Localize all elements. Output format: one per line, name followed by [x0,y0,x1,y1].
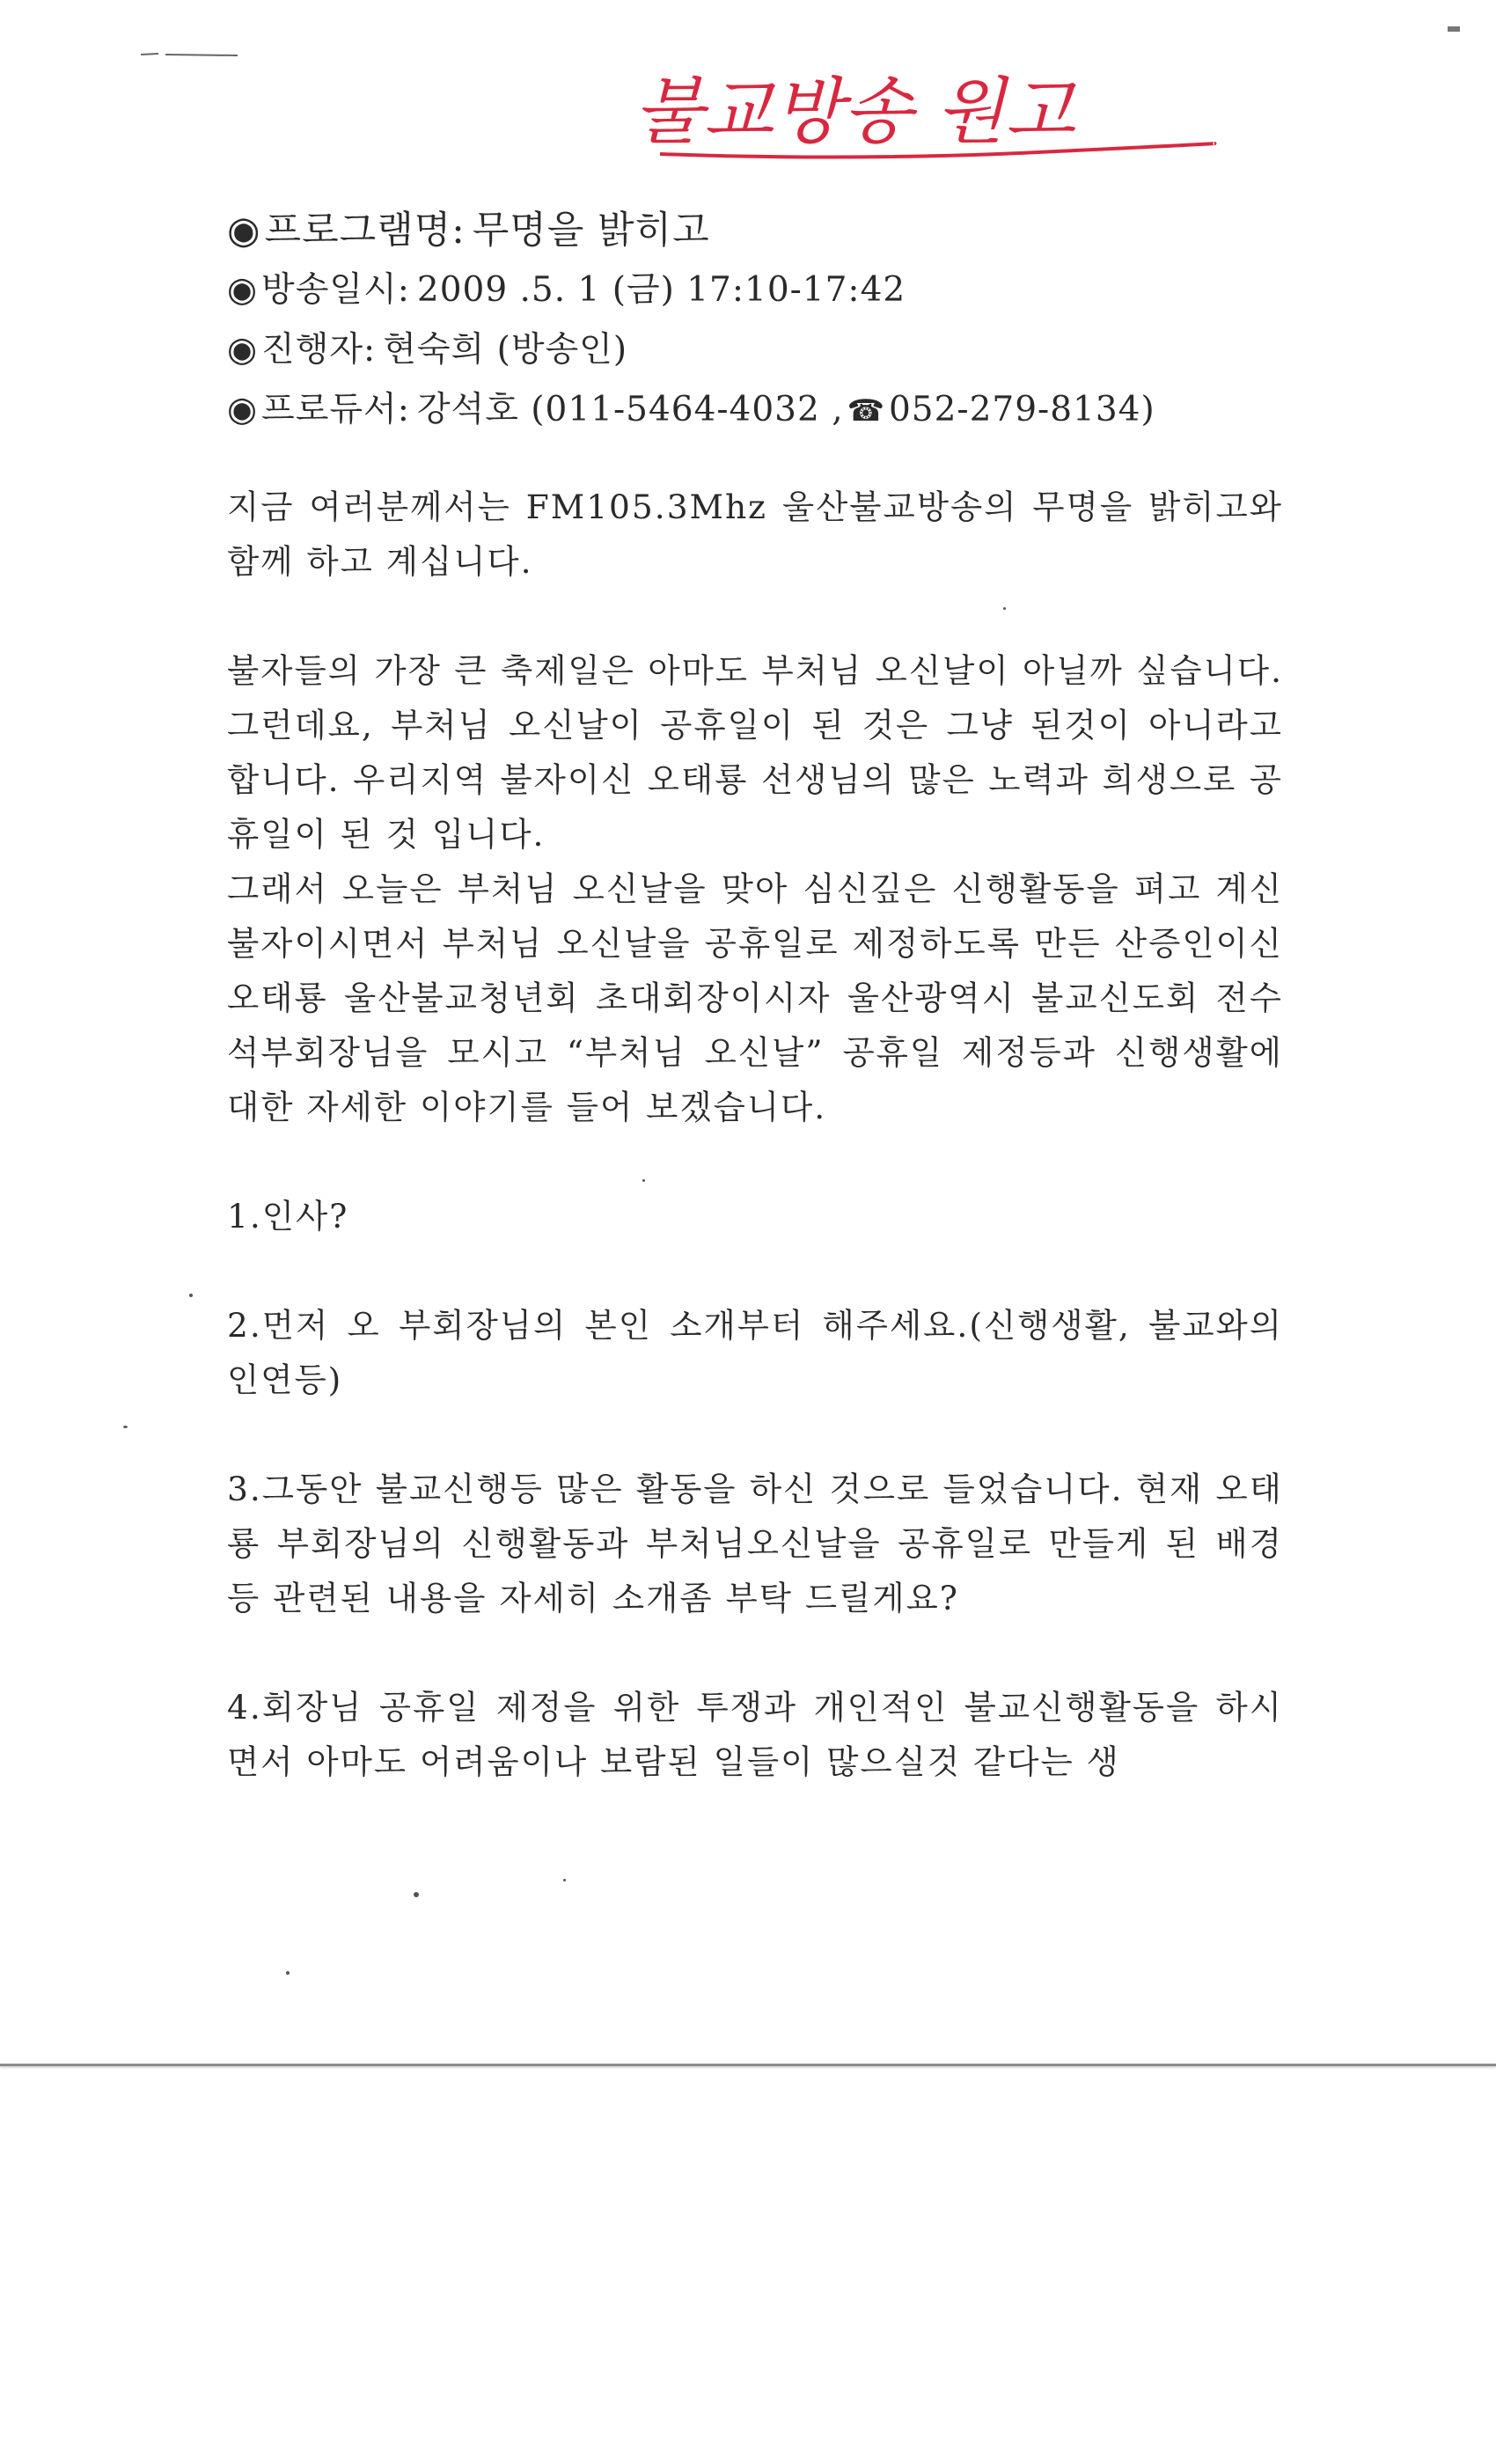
host-line [227,320,1327,380]
broadcast-date-label: 방송일시: [261,270,410,310]
bullet-icon: ◉ [227,390,259,429]
scan-speck [642,1179,645,1182]
handwritten-note [634,48,1232,172]
scan-speck [123,1426,128,1428]
scan-mark [141,44,238,49]
program-name-line [227,201,1327,260]
producer-label: 프로듀서: [261,390,410,429]
question-3: 3.그동안 불교신행등 많은 활동을 하신 것으로 들었습니다. 현재 오태룡 부회장님의 신행활동과 부처님오신날을 공휴일로 만들게 된 배경등 관련된 내용을 자세히 소개좀 부탁 드릴게요? [227,1470,1283,1617]
question-2: 2.먼저 오 부회장님의 본인 소개부터 해주세요.(신행생활, 불교와의 인연등) [227,1306,1283,1399]
host-value: 현숙희 (방송인) [383,330,628,370]
scan-speck [563,1879,566,1881]
intro-paragraph: 지금 여러분께서는 FM105.3Mhz 울산불교방송의 무명을 밝히고와 함께 하고 계십니다. [227,488,1283,581]
scan-speck [1003,607,1006,610]
scan-speck [286,1971,290,1975]
host-label: 진행자: [261,330,377,370]
handwritten-note-text: 불교방송 원고 [634,70,1075,154]
producer-line [227,380,1327,440]
producer-phone: 052-279-8134) [888,390,1155,429]
scan-speck [189,1294,193,1297]
broadcast-date-line [227,260,1327,320]
body-paragraph-1: 불자들의 가장 큰 축제일은 아마도 부처님 오신날이 아닐까 싶습니다. 그런데요, 부처님 오신날이 공휴일이 된 것은 그냥 된것이 아니라고 합니다. 우리지역 불자이신 오태룡 선생님의 많은 노력과 희생으로 공휴일이 된 것 입니다. [227,651,1283,854]
program-header [227,201,1327,440]
script-body [227,480,1283,1844]
scan-edge-mark [1448,26,1460,32]
body-paragraph-2: 그래서 오늘은 부처님 오신날을 맞아 심신깊은 신행활동을 펴고 계신 불자이시면서 부처님 오신날을 공휴일로 제정하도록 만든 산증인이신 오태룡 울산불교청년회 초대회장이시자 울산광역시 불교신도회 전수석부회장님을 모시고 “부처님 오신날” 공휴일 제정등과 신행생활에 대한 자세한 이야기를 들어 보겠습니다. [227,869,1283,1126]
program-name-value: 무명을 밝히고 [472,209,710,253]
question-4: 4.회장님 공휴일 제정을 위한 투쟁과 개인적인 불교신행활동을 하시면서 아마도 어려움이나 보람된 일들이 많으실것 같다는 생 [227,1688,1283,1781]
program-name-label: 프로그램명: [264,209,466,253]
bullet-icon: ◉ [227,330,259,370]
telephone-icon: ☎ [847,393,885,429]
bullet-icon: ◉ [227,209,261,253]
producer-value: 강석호 (011-5464-4032 , [416,390,844,429]
scan-speck [414,1892,419,1897]
broadcast-date-value: 2009 .5. 1 (금) 17:10-17:42 [416,270,906,310]
bullet-icon: ◉ [227,270,259,310]
question-1: 1.인사? [227,1197,349,1236]
